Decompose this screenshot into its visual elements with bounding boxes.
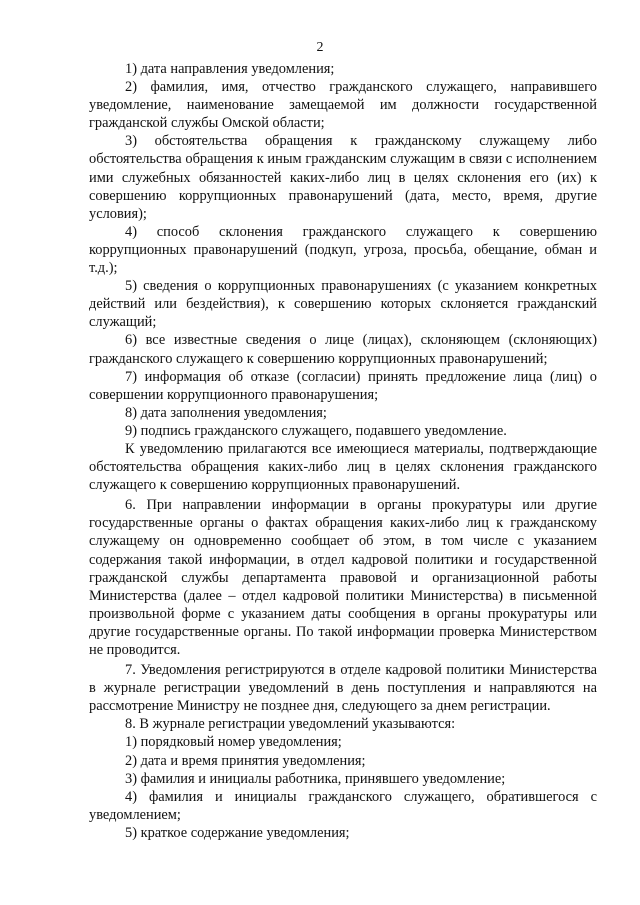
paragraph: 9) подпись гражданского служащего, подавшего уведомление. — [125, 422, 507, 439]
paragraph: 1) дата направления уведомления; — [125, 61, 335, 77]
paragraph: 2) фамилия, имя, отчество гражданского служащего, направившего уведомление, наименование замещаемой им должности государственной гражданской службы Омской области; — [89, 79, 597, 132]
page-number: 2 — [316, 40, 324, 55]
paragraph: 8) дата заполнения уведомления; — [125, 404, 327, 421]
paragraph: 3) фамилия и инициалы работника, принявшего уведомление; — [125, 770, 506, 787]
paragraph: 5) сведения о коррупционных правонарушениях (с указанием конкретных действий или бездействия), к совершению которых склоняется гражданский служащий; — [89, 278, 597, 331]
paragraph: 7) информация об отказе (согласии) принять предложение лица (лиц) о совершении коррупционного правонарушения; — [89, 368, 597, 403]
paragraph: К уведомлению прилагаются все имеющиеся материалы, подтверждающие обстоятельства обращения каких-либо лиц в целях склонения гражданского служащего к совершению коррупционных правонарушений. — [89, 440, 597, 494]
paragraph: 5) краткое содержание уведомления; — [125, 824, 350, 841]
paragraph: 6) все известные сведения о лице (лицах), склоняющем (склоняющих) гражданского служащего к совершению коррупционных правонарушений; — [89, 332, 597, 367]
paragraph: 4) фамилия и инициалы гражданского служащего, обратившегося с уведомлением; — [89, 788, 597, 823]
paragraph: 4) способ склонения гражданского служащего к совершению коррупционных правонарушений (подкуп, угроза, просьба, обещание, обман и т.д.); — [89, 223, 597, 277]
paragraph: 6. При направлении информации в органы прокуратуры или другие государственные органы о фактах обращения каких-либо лиц к гражданскому служащему он одновременно сообщает об этом, в том числе с указанием содержания такой информации, в отдел кадровой политики и государственной гражданской службы департамента правовой и организационной работы Министерства (далее – отдел кадровой политики Министерства) в письменной произвольной форме с указанием даты сообщения в органы прокуратуры или другие государственные органы. По такой информации проверка Министерством не проводится. — [89, 497, 597, 658]
paragraph: 3) обстоятельства обращения к гражданскому служащему либо обстоятельства обращения к иным гражданским служащим в связи с исполнением ими служебных обязанностей каких-либо лиц в целях склонения его (их) к совершению коррупционных правонарушений (дата, место, время, другие условия); — [89, 133, 597, 222]
paragraph: 7. Уведомления регистрируются в отделе кадровой политики Министерства в журнале регистрации уведомлений в день поступления и направляются на рассмотрение Министру не позднее дня, следующего за днем регистрации. — [89, 662, 597, 715]
paragraph: 1) порядковый номер уведомления; — [125, 734, 342, 751]
paragraph: 8. В журнале регистрации уведомлений указываются: — [125, 716, 456, 733]
paragraph: 2) дата и время принятия уведомления; — [125, 752, 366, 769]
document-body — [89, 60, 597, 842]
